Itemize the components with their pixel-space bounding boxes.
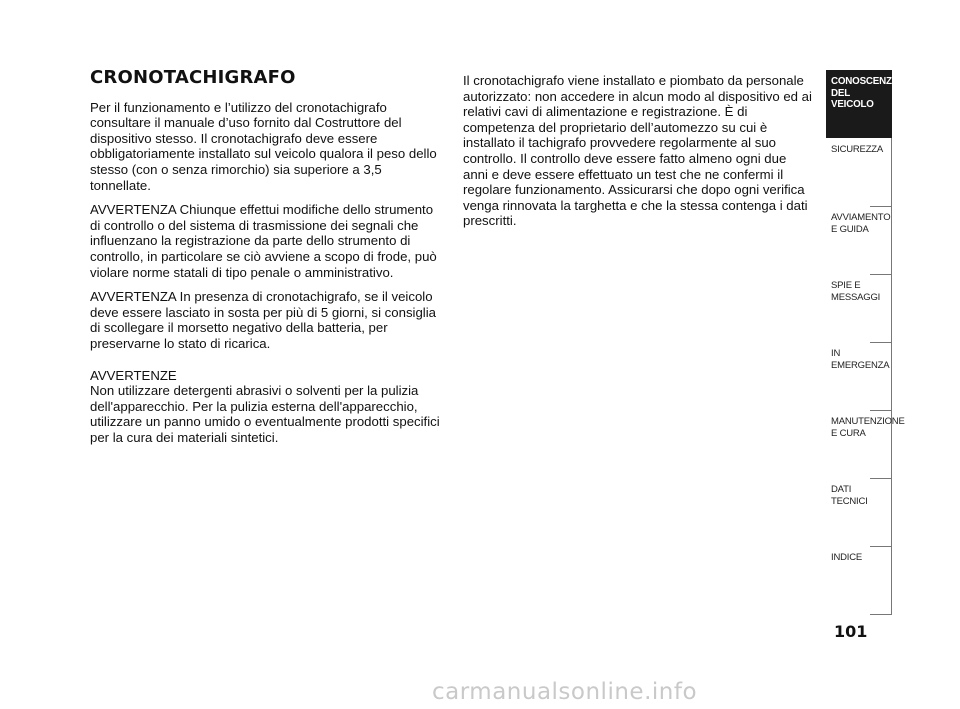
tab-avviamento-e-guida[interactable]	[826, 206, 892, 274]
left-column	[90, 67, 446, 454]
tab-label: IN EMERGENZA	[831, 348, 890, 371]
cleaning-paragraph: Non utilizzare detergenti abrasivi o solventi per la pulizia dell'apparecchio. Per la pulizia esterna dell'apparecchio, utilizzare un panno umido o eventualmente prodotti specifici per la cura dei materiali sintetici.	[90, 383, 440, 445]
tab-manutenzione-e-cura[interactable]	[826, 410, 905, 478]
tab-label: SICUREZZA	[831, 144, 884, 155]
tab-label: MANUTENZIONE E CURA	[831, 416, 905, 439]
warning-battery-paragraph: AVVERTENZA In presenza di cronotachigrafo, se il veicolo deve essere lasciato in sosta per più di 5 giorni, si consiglia di scollegare il morsetto negativo della batteria, per preservarne lo stato di ricarica.	[90, 289, 436, 351]
tab-label: DATI TECNICI	[831, 484, 868, 507]
tab-label: INDICE	[831, 552, 862, 563]
tab-spie-e-messaggi[interactable]	[826, 274, 892, 342]
page-number: 101	[834, 622, 868, 641]
warnings-heading: AVVERTENZE	[90, 367, 177, 383]
right-column	[463, 73, 813, 238]
watermark: carmanualsonline.info	[432, 679, 698, 705]
tab-in-emergenza[interactable]	[826, 342, 892, 410]
tab-dati-tecnici[interactable]	[826, 478, 892, 546]
tab-indice[interactable]	[826, 546, 892, 614]
chapter-sidebar	[826, 70, 905, 614]
intro-paragraph: Per il funzionamento e l’utilizzo del cronotachigrafo consultare il manuale d’uso fornito dal Costruttore del dispositivo stesso. Il cronotachigrafo deve essere obbligatoriamente installato sul veicolo qualora il peso dello stesso (con o senza rimorchio) sia superiore a 3,5 tonnellate.	[90, 99, 437, 193]
tab-conoscenza-del-veicolo[interactable]	[826, 70, 899, 138]
tab-label: AVVIAMENTO E GUIDA	[831, 212, 891, 235]
warning-modifications-paragraph: AVVERTENZA Chiunque effettui modifiche dello strumento di controllo o del sistema di trasmissione dei segnali che influenzano la registrazione da parte dello strumento di controllo, in particolare se ciò avviene a scopo di frode, può violare norme statali di tipo penale o amministrativo.	[90, 202, 437, 280]
tab-sicurezza[interactable]	[826, 138, 892, 206]
installation-paragraph: Il cronotachigrafo viene installato e piombato da personale autorizzato: non accedere in alcun modo al dispositivo ed ai relativi cavi di alimentazione e registrazione. È di competenza del proprietario dell’automezzo su cui è installato il tachigrafo provvedere regolarmente al suo controllo. Il controllo deve essere fatto almeno ogni due anni e deve essere effettuato un test che ne confermi il regolare funzionamento. Assicurarsi che dopo ogni verifica venga rinnovata la targhetta e che la stessa contenga i dati prescritti.	[463, 73, 812, 229]
tab-label: SPIE E MESSAGGI	[831, 280, 881, 303]
tab-label: CONOSCENZA DEL VEICOLO	[831, 76, 899, 110]
section-title: CRONOTACHIGRAFO	[90, 67, 296, 88]
